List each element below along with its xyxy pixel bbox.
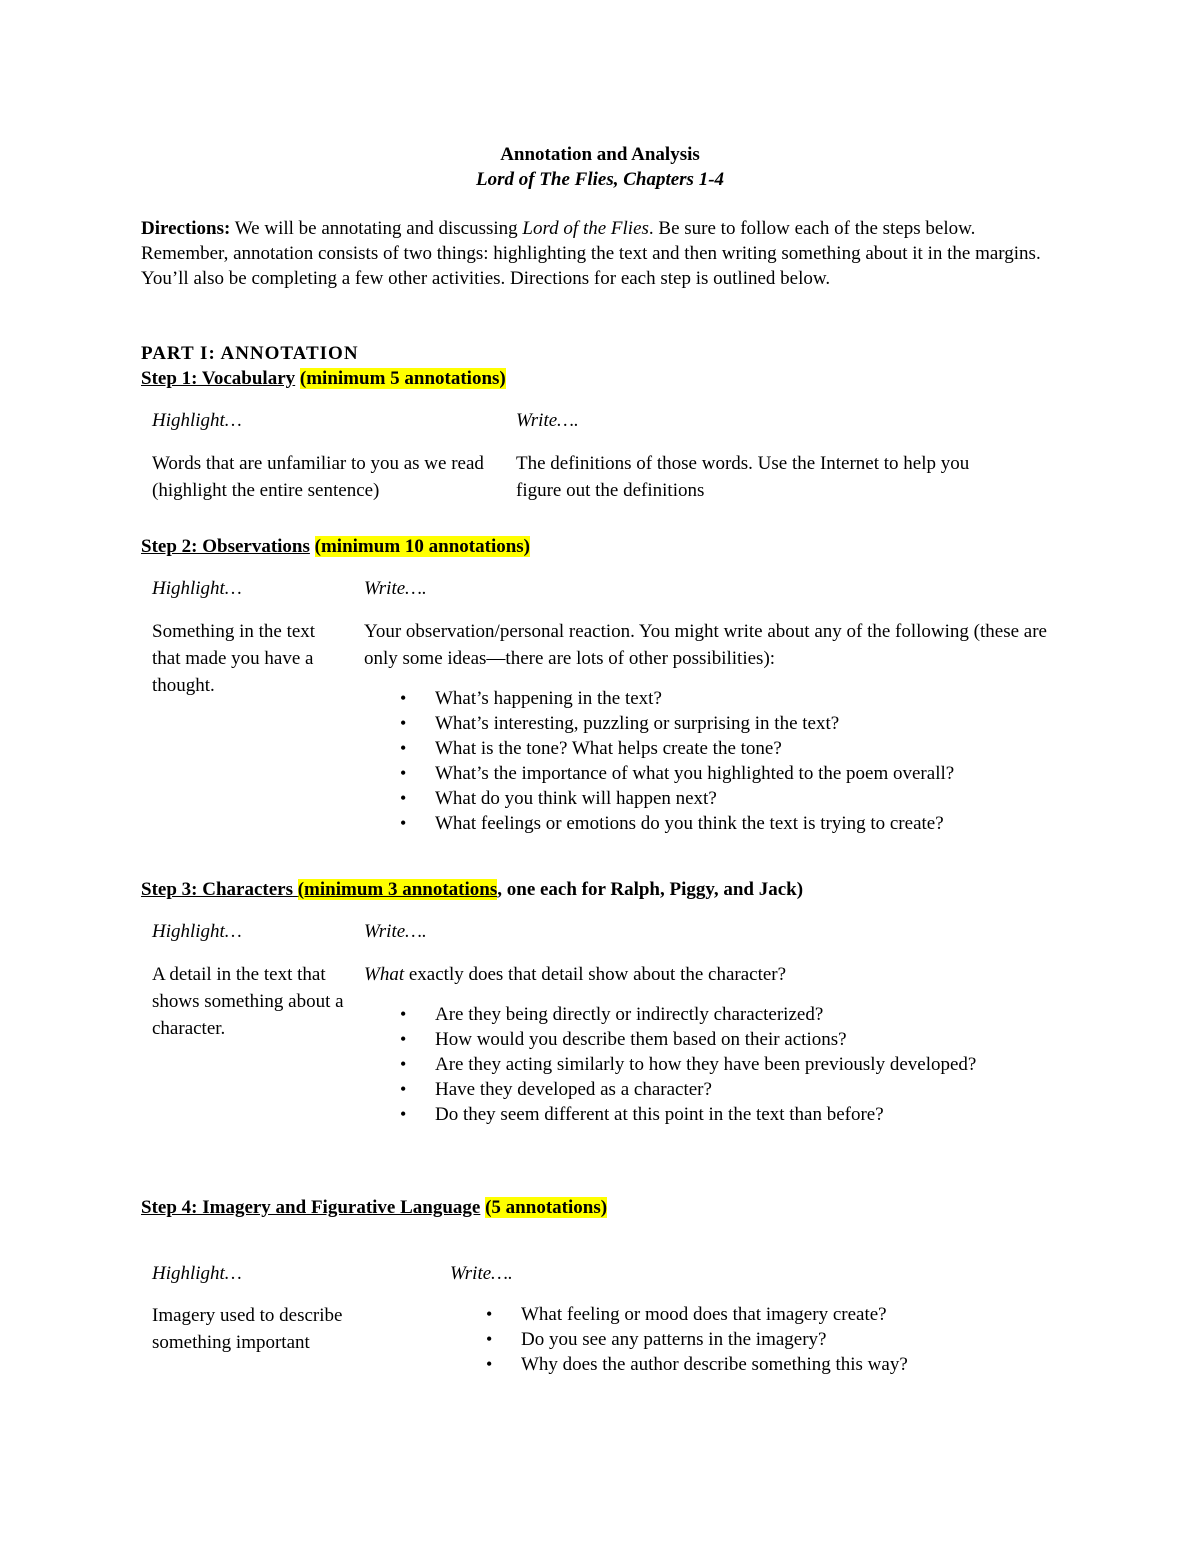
step-3-highlight-text: A detail in the text that shows something about a character. — [152, 964, 344, 1039]
document-subtitle: Lord of The Flies, Chapters 1-4 — [475, 169, 725, 190]
directions-label: Directions: — [141, 218, 231, 239]
step-1-write-heading: Write…. — [516, 410, 579, 431]
list-item: • Are they acting similarly to how they have been previously developed? — [400, 1052, 1100, 1077]
document-title: Annotation and Analysis — [500, 144, 700, 165]
step-1-title: Step 1: Vocabulary — [141, 368, 296, 389]
step-2-write-heading: Write…. — [364, 578, 427, 599]
step-4-highlight-heading: Highlight… — [152, 1263, 242, 1284]
step-1-highlight-heading: Highlight… — [152, 410, 242, 431]
step-4-write-heading: Write…. — [450, 1263, 513, 1284]
step-3-write-heading: Write…. — [364, 921, 427, 942]
step-4-bullet-list — [486, 1302, 1106, 1377]
step-4-highlight-text: Imagery used to describe something important — [152, 1305, 343, 1353]
list-item: • Have they developed as a character? — [400, 1077, 1100, 1102]
step-2-heading — [141, 534, 530, 559]
step-4-requirement: (5 annotations) — [485, 1197, 608, 1218]
list-item: • What’s happening in the text? — [400, 686, 1100, 711]
step-3-bullet-list — [400, 1002, 1100, 1127]
step-3-highlight-heading: Highlight… — [152, 921, 242, 942]
list-item: • What is the tone? What helps create the tone? — [400, 736, 1100, 761]
directions-text-1: We will be annotating and discussing — [230, 218, 523, 239]
step-1-write-text: The definitions of those words. Use the Internet to help you figure out the definitions — [516, 453, 970, 501]
step-3-title: Step 3: Characters — [141, 879, 293, 900]
step-4-heading — [141, 1195, 607, 1220]
step-3-write-italic: What — [364, 964, 405, 985]
list-item: • What do you think will happen next? — [400, 786, 1100, 811]
part-1-heading: PART I: ANNOTATION — [141, 343, 359, 364]
list-item: • What feeling or mood does that imagery create? — [486, 1302, 1106, 1327]
list-item: • What’s interesting, puzzling or surprising in the text? — [400, 711, 1100, 736]
step-3-heading — [141, 877, 803, 902]
step-2-bullet-list — [400, 686, 1100, 836]
step-2-write-text: Your observation/personal reaction. You might write about any of the following (these are only some ideas—there are lots of other possibilities): — [364, 621, 1047, 669]
list-item: • Why does the author describe something this way? — [486, 1352, 1106, 1377]
step-3-requirement: (minimum 3 annotations — [297, 879, 498, 900]
list-item: • What feelings or emotions do you think the text is trying to create? — [400, 811, 1100, 836]
list-item: • What’s the importance of what you highlighted to the poem overall? — [400, 761, 1100, 786]
step-1-highlight-text: Words that are unfamiliar to you as we read (highlight the entire sentence) — [152, 453, 484, 501]
step-2-highlight-text: Something in the text that made you have a thought. — [152, 621, 316, 696]
step-3-write-text — [364, 961, 1064, 988]
step-3-write-rest: exactly does that detail show about the character? — [404, 964, 787, 985]
directions-text-2: . Be sure to follow each of the steps below. Remember, annotation consists of two things: highlighting the text and then writing something about it in the margins. You’ll also be completing a few other activities. Directions for each step is outlined below. — [141, 218, 1041, 289]
list-item: • Do they seem different at this point in the text than before? — [400, 1102, 1100, 1127]
directions-paragraph — [141, 216, 1061, 291]
step-1-requirement: (minimum 5 annotations) — [299, 368, 506, 389]
step-2-requirement: (minimum 10 annotations) — [314, 536, 531, 557]
step-2-highlight-heading: Highlight… — [152, 578, 242, 599]
list-item: • Do you see any patterns in the imagery? — [486, 1327, 1106, 1352]
list-item: • How would you describe them based on their actions? — [400, 1027, 1100, 1052]
step-4-title: Step 4: Imagery and Figurative Language — [141, 1197, 481, 1218]
list-item: • Are they being directly or indirectly characterized? — [400, 1002, 1100, 1027]
step-2-title: Step 2: Observations — [141, 536, 310, 557]
directions-book-title: Lord of the Flies — [522, 218, 649, 239]
step-3-extra: , one each for Ralph, Piggy, and Jack) — [497, 879, 804, 900]
step-1-heading — [141, 366, 506, 391]
